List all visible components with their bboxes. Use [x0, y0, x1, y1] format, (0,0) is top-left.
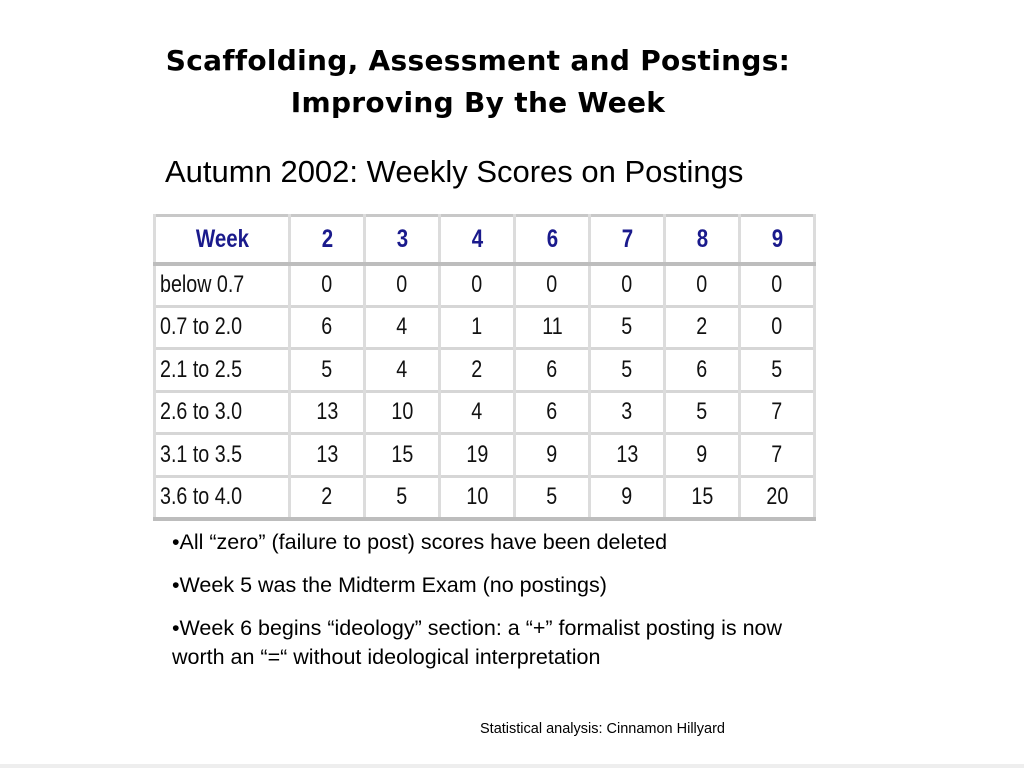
note-item: •All “zero” (failure to post) scores have been deleted: [172, 530, 668, 554]
slide-title: [0, 40, 956, 124]
table-cell: [290, 476, 365, 519]
cell-text: 7: [771, 440, 783, 468]
table-cell: [440, 476, 515, 519]
cell-text: 6: [546, 355, 558, 383]
cell-text: 3.1 to 3.5: [160, 440, 243, 468]
cell-text: 15: [391, 440, 413, 468]
table-cell: [365, 476, 440, 519]
table-cell: [440, 306, 515, 349]
row-label: [155, 264, 290, 307]
note-item: •Week 6 begins “ideology” section: a “+” formalist posting is now worth an “=“ without ideological interpretation: [172, 616, 783, 669]
table-cell: [440, 434, 515, 477]
header-week-9: 9: [746, 216, 808, 264]
table-cell: [515, 349, 590, 392]
cell-text: 13: [316, 440, 338, 468]
table-cell: [365, 264, 440, 307]
table-cell: [590, 434, 665, 477]
cell-text: 0: [696, 271, 708, 298]
table-cell: [440, 264, 515, 307]
table-cell: [290, 264, 365, 307]
cell-text: 15: [691, 483, 713, 510]
cell-text: 2: [321, 483, 333, 510]
cell-text: 2: [696, 313, 708, 341]
cell-text: 13: [316, 398, 338, 426]
cell-text: 11: [541, 313, 563, 341]
cell-text: 9: [696, 440, 708, 468]
row-label: [155, 349, 290, 392]
table-cell: [665, 306, 740, 349]
table-cell: [590, 391, 665, 434]
table-cell: [290, 306, 365, 349]
table-cell: [365, 306, 440, 349]
table-cell: [665, 349, 740, 392]
cell-text: 0: [321, 271, 333, 298]
cell-text: 0: [546, 271, 558, 298]
table-cell: [515, 434, 590, 477]
row-label: [155, 476, 290, 519]
cell-text: 5: [321, 355, 333, 383]
header-week-3: 3: [371, 216, 433, 264]
header-week-2: 2: [296, 216, 358, 264]
cell-text: 9: [546, 440, 558, 468]
header-week-8: 8: [671, 216, 733, 264]
cell-text: 4: [471, 398, 483, 426]
cell-text: 0: [621, 271, 633, 298]
table-row: [155, 306, 815, 349]
cell-text: 0.7 to 2.0: [160, 313, 243, 341]
table-cell: [515, 391, 590, 434]
table-cell: [665, 264, 740, 307]
header-week-4: 4: [446, 216, 508, 264]
cell-text: 19: [466, 440, 488, 468]
cell-text: 0: [396, 271, 408, 298]
cell-text: 4: [396, 313, 408, 341]
footer-divider: [0, 764, 1024, 768]
cell-text: 9: [621, 483, 633, 510]
cell-text: 3: [621, 398, 633, 426]
cell-text: 2: [471, 355, 483, 383]
table-cell: [365, 434, 440, 477]
row-label: [155, 391, 290, 434]
table-row: [155, 349, 815, 392]
table-cell: [665, 476, 740, 519]
table-cell: [515, 264, 590, 307]
table-cell: [740, 391, 815, 434]
table-cell: [290, 349, 365, 392]
table-header-row: [155, 216, 815, 264]
table-row: [155, 264, 815, 307]
cell-text: 3.6 to 4.0: [160, 483, 243, 510]
cell-text: 0: [471, 271, 483, 298]
table-row: [155, 476, 815, 519]
table-cell: [740, 264, 815, 307]
table-cell: [365, 349, 440, 392]
table-cell: [665, 391, 740, 434]
notes-list: [172, 528, 792, 686]
table-cell: [515, 476, 590, 519]
cell-text: 2.1 to 2.5: [160, 355, 243, 383]
cell-text: 5: [696, 398, 708, 426]
table-cell: [590, 476, 665, 519]
note-item: •Week 5 was the Midterm Exam (no postings): [172, 573, 607, 597]
table-cell: [515, 306, 590, 349]
cell-text: 7: [771, 398, 783, 426]
weekly-scores-table: [153, 214, 816, 521]
cell-text: 6: [696, 355, 708, 383]
cell-text: 5: [771, 355, 783, 383]
cell-text: 6: [546, 398, 558, 426]
cell-text: 13: [616, 440, 638, 468]
cell-text: 5: [621, 313, 633, 341]
cell-text: 1: [471, 313, 483, 341]
cell-text: 10: [391, 398, 413, 426]
table-cell: [590, 306, 665, 349]
header-week: Week: [167, 216, 278, 264]
cell-text: 20: [766, 483, 788, 510]
table-row: [155, 391, 815, 434]
cell-text: below 0.7: [160, 271, 245, 298]
table-caption: Autumn 2002: Weekly Scores on Postings: [165, 154, 744, 189]
table-cell: [290, 391, 365, 434]
table-cell: [440, 349, 515, 392]
cell-text: 4: [396, 355, 408, 383]
cell-text: 5: [396, 483, 408, 510]
table-cell: [740, 306, 815, 349]
cell-text: 6: [321, 313, 333, 341]
table-cell: [740, 434, 815, 477]
table-cell: [365, 391, 440, 434]
cell-text: 0: [771, 313, 783, 341]
cell-text: 5: [546, 483, 558, 510]
row-label: [155, 306, 290, 349]
cell-text: 10: [466, 483, 488, 510]
slide-title-line-1: Scaffolding, Assessment and Postings:: [165, 44, 791, 77]
cell-text: 5: [621, 355, 633, 383]
row-label: [155, 434, 290, 477]
table-cell: [440, 391, 515, 434]
table-cell: [590, 264, 665, 307]
header-week-6: 6: [521, 216, 583, 264]
header-week-7: 7: [596, 216, 658, 264]
table-cell: [665, 434, 740, 477]
credit-line: Statistical analysis: Cinnamon Hillyard: [480, 721, 725, 737]
cell-text: 2.6 to 3.0: [160, 398, 243, 426]
table-row: [155, 434, 815, 477]
table-cell: [290, 434, 365, 477]
table-cell: [590, 349, 665, 392]
table-cell: [740, 349, 815, 392]
slide-title-line-2: Improving By the Week: [290, 86, 666, 119]
cell-text: 0: [771, 271, 783, 298]
table-cell: [740, 476, 815, 519]
